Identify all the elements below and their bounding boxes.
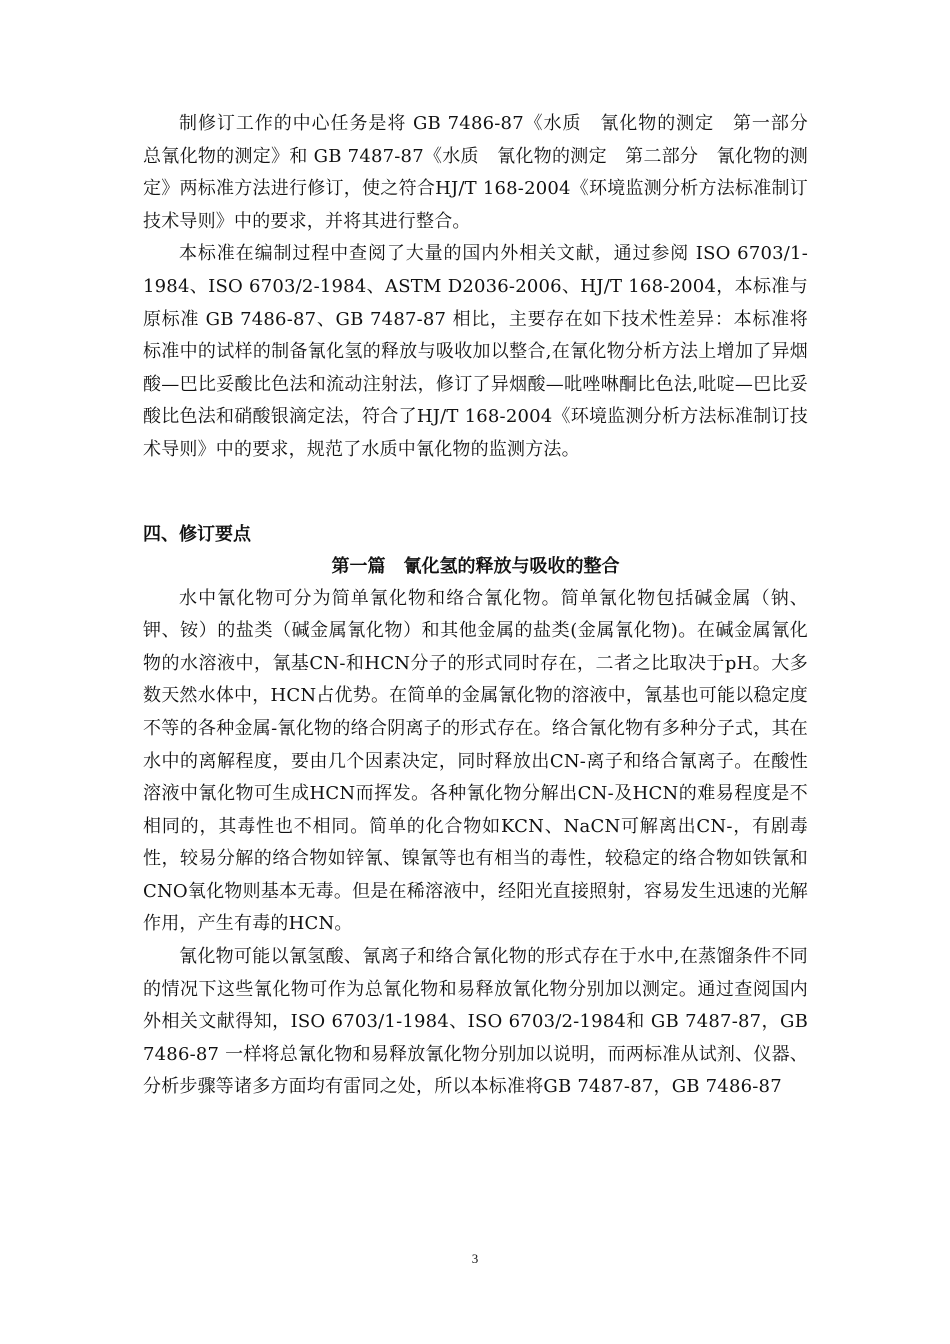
body-paragraph-1: 水中氰化物可分为简单氰化物和络合氰化物。简单氰化物包括碱金属（钠、钾、铵）的盐类（碱金属氰化物）和其他金属的盐类(金属氰化物)。在碱金属氰化物的水溶液中，氰基CN-和HCN分子的形式同时存在，二者之比取决于pH。大多数天然水体中，HCN占优势。在简单的金属氰化物的溶液中，氰基也可能以稳定度不等的各种金属-氰化物的络合阴离子的形式存在。络合氰化物有多种分子式，其在水中的离解程度，要由几个因素决定，同时释放出CN-离子和络合氰离子。在酸性溶液中氰化物可生成HCN而挥发。各种氰化物分解出CN-及HCN的难易程度是不相同的，其毒性也不相同。简单的化合物如KCN、NaCN可解离出CN-，有剧毒性，较易分解的络合物如锌氰、镍氰等也有相当的毒性，较稳定的络合物如铁氰和CNO氧化物则基本无毒。但是在稀溶液中，经阳光直接照射，容易发生迅速的光解作用，产生有毒的HCN。	[143, 587, 808, 935]
body-paragraph-2: 氰化物可能以氰氢酸、氰离子和络合氰化物的形式存在于水中,在蒸馏条件不同的情况下这些氰化物可作为总氰化物和易释放氰化物分别加以测定。通过查阅国内外相关文献得知，ISO 6703/1-1984、ISO 6703/2-1984和 GB 7487-87，GB 7486-87 一样将总氰化物和易释放氰化物分别加以说明，而两标准从试剂、仪器、分析步骤等诸多方面均有雷同之处，所以本标准将GB 7487-87，GB 7486-87	[143, 946, 808, 1098]
page-number: 3	[471, 1251, 479, 1266]
chapter-heading: 第一篇 氰化氢的释放与吸收的整合	[331, 555, 620, 577]
intro-paragraph-1: 制修订工作的中心任务是将 GB 7486-87《水质 氰化物的测定 第一部分 总氰化物的测定》和 GB 7487-87《水质 氰化物的测定 第二部分 氰化物的测定》两标准方法进行修订，使之符合HJ/T 168-2004《环境监测分析方法标准制订技术导则》中的要求，并将其进行整合。	[143, 113, 808, 232]
intro-paragraph-2: 本标准在编制过程中查阅了大量的国内外相关文献，通过参阅 ISO 6703/1-1984、ISO 6703/2-1984、ASTM D2036-2006、HJ/T 168-2004，本标准与原标准 GB 7486-87、GB 7487-87 相比，主要存在如下技术性差异：本标准将标准中的试样的制备氰化氢的释放与吸收加以整合,在氰化物分析方法上增加了异烟酸—巴比妥酸比色法和流动注射法，修订了异烟酸—吡唑啉酮比色法,吡啶—巴比妥酸比色法和硝酸银滴定法，符合了HJ/T 168-2004《环境监测分析方法标准制订技术导则》中的要求，规范了水质中氰化物的监测方法。	[143, 243, 808, 460]
document-page	[143, 108, 808, 1104]
section-heading: 四、修订要点	[143, 523, 251, 545]
